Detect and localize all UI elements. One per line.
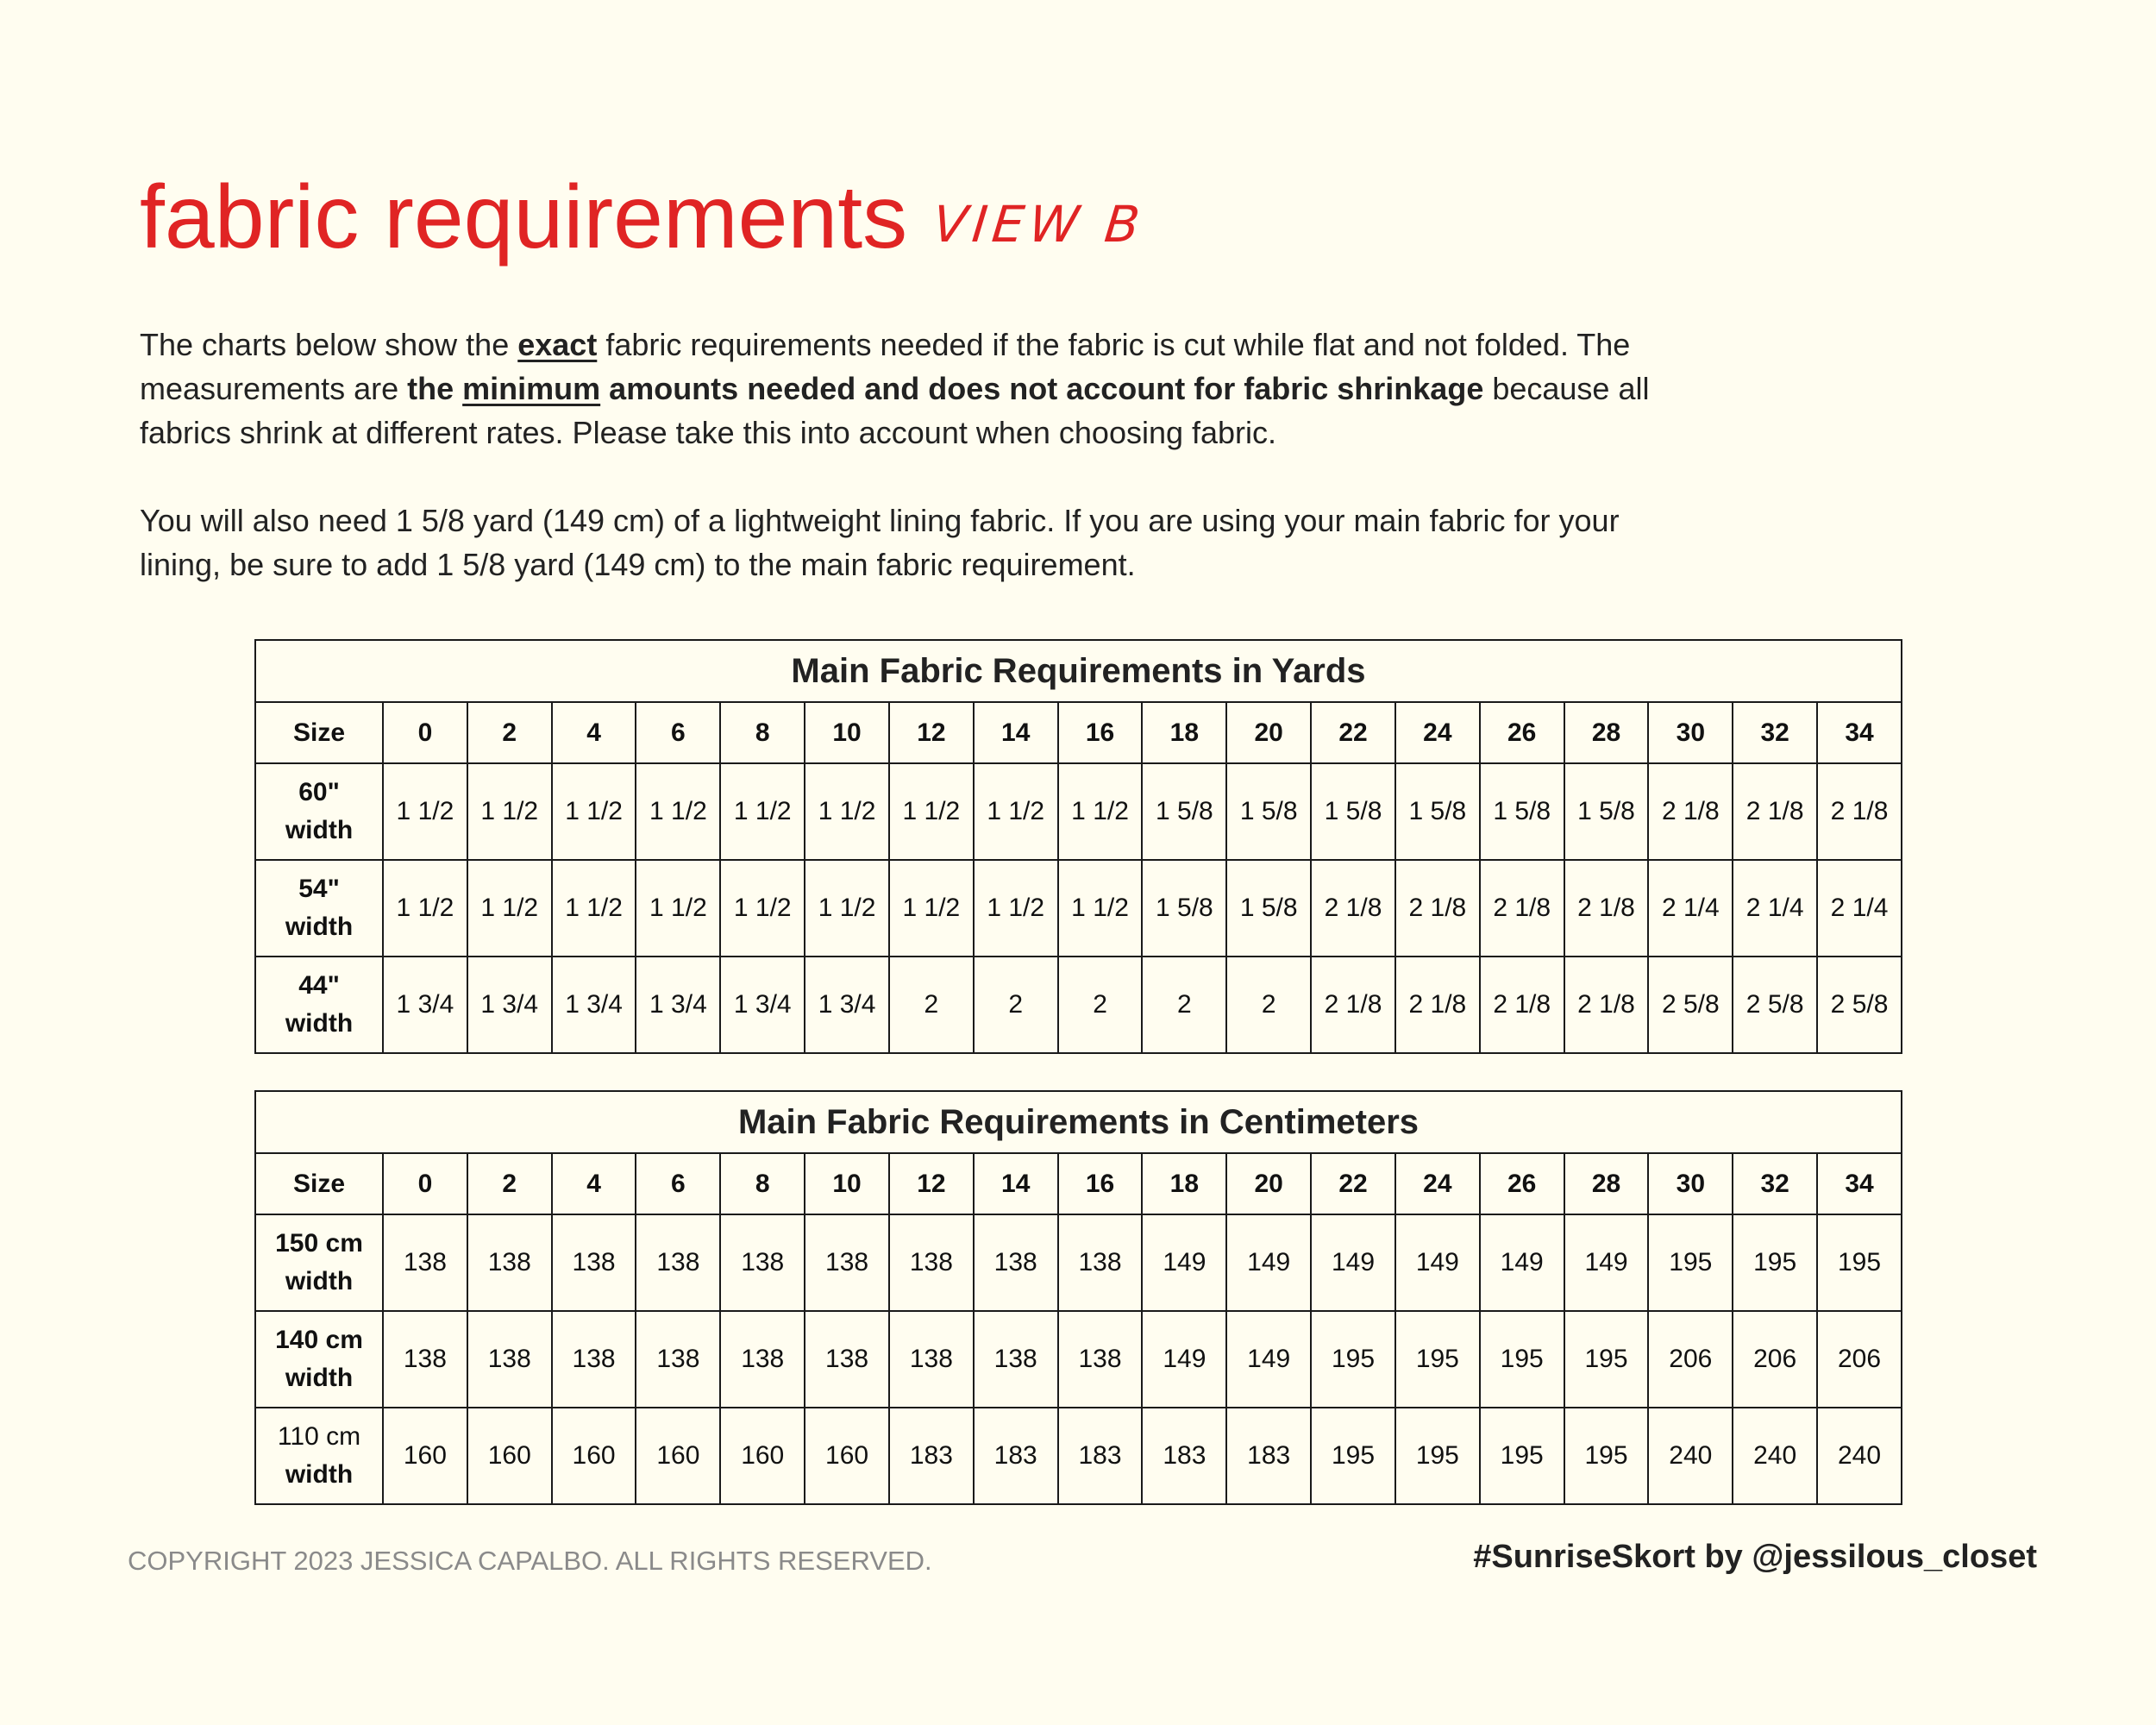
- table-cell: 149: [1226, 1311, 1311, 1408]
- table-cell: 138: [805, 1311, 889, 1408]
- row-label: [255, 1311, 383, 1408]
- table-cell: 183: [1058, 1408, 1143, 1504]
- table-cell: 195: [1564, 1311, 1649, 1408]
- row-label-line-2: width: [285, 1267, 354, 1295]
- cm-table: [254, 1090, 1902, 1505]
- table-cell: 2 1/8: [1564, 860, 1649, 957]
- row-label-line-1: 54": [298, 875, 340, 903]
- table-cell: 160: [552, 1408, 636, 1504]
- table-cell: 1 3/4: [552, 957, 636, 1053]
- table-cell: 138: [552, 1311, 636, 1408]
- size-header-cell: 16: [1058, 702, 1143, 763]
- row-label-line-1: 44": [298, 971, 340, 1000]
- table-cell: 160: [720, 1408, 805, 1504]
- size-header-cell: 4: [552, 702, 636, 763]
- intro-paragraph-2: You will also need 1 5/8 yard (149 cm) of a lightweight lining fabric. If you are using your main fabric for your lining, be sure to add 1 5/8 yard (149 cm) to the main fabric requirement.: [140, 503, 1620, 582]
- table-cell: 1 1/2: [805, 763, 889, 860]
- table-cell: 1 3/4: [720, 957, 805, 1053]
- table-cell: 138: [889, 1311, 974, 1408]
- row-label-line-1: 110 cm: [277, 1422, 361, 1451]
- table-cell: 138: [467, 1311, 552, 1408]
- row-label-line-1: 140 cm: [275, 1326, 363, 1354]
- table-cell: 160: [805, 1408, 889, 1504]
- table-cell: 1 1/2: [383, 763, 467, 860]
- copyright-notice: COPYRIGHT 2023 JESSICA CAPALBO. ALL RIGHTS RESERVED.: [128, 1546, 932, 1576]
- table-title-row: [255, 1091, 1902, 1153]
- table-cell: 1 5/8: [1142, 860, 1226, 957]
- table-cell: 149: [1480, 1214, 1564, 1311]
- size-header-cell: 30: [1648, 702, 1733, 763]
- table-cell: 2 1/8: [1395, 957, 1480, 1053]
- table-cell: 138: [467, 1214, 552, 1311]
- size-header-cell: 18: [1142, 1153, 1226, 1214]
- exact-emphasis: exact: [517, 327, 598, 362]
- row-label: [255, 1214, 383, 1311]
- size-header-cell: 28: [1564, 1153, 1649, 1214]
- table-cell: 195: [1311, 1408, 1395, 1504]
- table-cell: 1 1/2: [1058, 763, 1143, 860]
- page-title: fabric requirements: [140, 167, 908, 267]
- table-cell: 138: [552, 1214, 636, 1311]
- view-label: VIEW B: [930, 195, 1148, 254]
- table-cell: 2 1/4: [1648, 860, 1733, 957]
- table-title: Main Fabric Requirements in Yards: [255, 640, 1902, 702]
- size-header-cell: 24: [1395, 702, 1480, 763]
- size-header-cell: 24: [1395, 1153, 1480, 1214]
- minimum-emphasis: minimum: [462, 371, 601, 406]
- table-row: [255, 763, 1902, 860]
- table-cell: 1 1/2: [383, 860, 467, 957]
- table-cell: 2 5/8: [1733, 957, 1817, 1053]
- intro-paragraph-1: [140, 323, 1692, 455]
- table-cell: 1 3/4: [805, 957, 889, 1053]
- table-cell: 2 1/8: [1395, 860, 1480, 957]
- table-cell: 1 3/4: [467, 957, 552, 1053]
- table-cell: 195: [1395, 1311, 1480, 1408]
- size-header-cell: 2: [467, 1153, 552, 1214]
- size-header-cell: 32: [1733, 702, 1817, 763]
- table-cell: 240: [1817, 1408, 1902, 1504]
- table-cell: 149: [1142, 1311, 1226, 1408]
- size-header-cell: 26: [1480, 1153, 1564, 1214]
- size-header-cell: 18: [1142, 702, 1226, 763]
- table-cell: 2: [1058, 957, 1143, 1053]
- size-header-row: [255, 702, 1902, 763]
- table-cell: 2 1/8: [1648, 763, 1733, 860]
- table-cell: 206: [1817, 1311, 1902, 1408]
- table-cell: 149: [1226, 1214, 1311, 1311]
- table-cell: 1 1/2: [467, 860, 552, 957]
- table-cell: 2 1/8: [1817, 763, 1902, 860]
- row-label-line-2: width: [285, 1460, 354, 1489]
- intro-text: fabric requirements needed if the fabric is cut while flat and not folded. The measurements are: [140, 327, 1631, 406]
- table-cell: 195: [1817, 1214, 1902, 1311]
- table-cell: 1 1/2: [720, 763, 805, 860]
- table-cell: 149: [1564, 1214, 1649, 1311]
- table-cell: 2: [974, 957, 1058, 1053]
- size-header-label: Size: [255, 702, 383, 763]
- table-cell: 1 1/2: [636, 763, 720, 860]
- size-header-cell: 34: [1817, 1153, 1902, 1214]
- size-header-cell: 32: [1733, 1153, 1817, 1214]
- table-cell: 138: [383, 1311, 467, 1408]
- table-row: [255, 860, 1902, 957]
- table-cell: 1 3/4: [383, 957, 467, 1053]
- size-header-cell: 22: [1311, 1153, 1395, 1214]
- intro-bold-text: amounts needed and does not account for fabric shrinkage: [600, 371, 1484, 406]
- intro-bold-text: the: [407, 371, 463, 406]
- table-cell: 149: [1395, 1214, 1480, 1311]
- size-header-cell: 22: [1311, 702, 1395, 763]
- size-header-cell: 14: [974, 702, 1058, 763]
- size-header-row: [255, 1153, 1902, 1214]
- size-header-cell: 8: [720, 702, 805, 763]
- size-header-cell: 8: [720, 1153, 805, 1214]
- table-cell: 195: [1480, 1408, 1564, 1504]
- table-cell: 2 1/4: [1817, 860, 1902, 957]
- table-cell: 2 1/8: [1564, 957, 1649, 1053]
- table-cell: 138: [720, 1311, 805, 1408]
- table-cell: 160: [636, 1408, 720, 1504]
- table-cell: 160: [383, 1408, 467, 1504]
- size-header-cell: 6: [636, 702, 720, 763]
- table-cell: 2: [1142, 957, 1226, 1053]
- size-header-cell: 12: [889, 702, 974, 763]
- table-cell: 195: [1395, 1408, 1480, 1504]
- table-cell: 183: [889, 1408, 974, 1504]
- size-header-cell: 10: [805, 702, 889, 763]
- size-header-cell: 6: [636, 1153, 720, 1214]
- table-cell: 206: [1648, 1311, 1733, 1408]
- table-cell: 1 5/8: [1395, 763, 1480, 860]
- size-header-cell: 0: [383, 1153, 467, 1214]
- table-cell: 1 1/2: [1058, 860, 1143, 957]
- table-cell: 1 5/8: [1226, 763, 1311, 860]
- row-label-line-2: width: [285, 1364, 354, 1392]
- table-cell: 2 1/8: [1733, 763, 1817, 860]
- table-cell: 138: [889, 1214, 974, 1311]
- table-cell: 1 5/8: [1564, 763, 1649, 860]
- table-cell: 1 5/8: [1226, 860, 1311, 957]
- size-header-cell: 2: [467, 702, 552, 763]
- table-cell: 1 3/4: [636, 957, 720, 1053]
- table-cell: 2: [889, 957, 974, 1053]
- table-cell: 1 5/8: [1480, 763, 1564, 860]
- size-header-cell: 20: [1226, 702, 1311, 763]
- table-cell: 1 1/2: [552, 860, 636, 957]
- table-cell: 138: [805, 1214, 889, 1311]
- table-cell: 195: [1733, 1214, 1817, 1311]
- row-label-line-2: width: [285, 913, 354, 941]
- row-label-line-1: 150 cm: [275, 1229, 363, 1258]
- row-label-line-2: width: [285, 816, 354, 844]
- table-cell: 195: [1311, 1311, 1395, 1408]
- table-cell: 195: [1564, 1408, 1649, 1504]
- size-header-cell: 12: [889, 1153, 974, 1214]
- table-cell: 195: [1648, 1214, 1733, 1311]
- table-cell: 149: [1142, 1214, 1226, 1311]
- table-cell: 240: [1733, 1408, 1817, 1504]
- yards-table: [254, 639, 1902, 1054]
- table-title-row: [255, 640, 1902, 702]
- size-header-label: Size: [255, 1153, 383, 1214]
- table-cell: 240: [1648, 1408, 1733, 1504]
- table-cell: 2 1/8: [1311, 860, 1395, 957]
- table-cell: 149: [1311, 1214, 1395, 1311]
- size-header-cell: 10: [805, 1153, 889, 1214]
- table-cell: 2 5/8: [1648, 957, 1733, 1053]
- size-header-cell: 14: [974, 1153, 1058, 1214]
- table-cell: 2: [1226, 957, 1311, 1053]
- table-cell: 1 5/8: [1142, 763, 1226, 860]
- table-cell: 1 1/2: [974, 860, 1058, 957]
- table-row: [255, 1214, 1902, 1311]
- table-cell: 183: [1142, 1408, 1226, 1504]
- intro-text: The charts below show the: [140, 327, 518, 362]
- size-header-cell: 34: [1817, 702, 1902, 763]
- table-cell: 138: [383, 1214, 467, 1311]
- table-cell: 1 1/2: [805, 860, 889, 957]
- table-cell: 1 1/2: [974, 763, 1058, 860]
- table-row: [255, 957, 1902, 1053]
- table-cell: 138: [720, 1214, 805, 1311]
- table-cell: 1 1/2: [889, 763, 974, 860]
- table-row: [255, 1311, 1902, 1408]
- table-cell: 1 1/2: [720, 860, 805, 957]
- row-label: [255, 860, 383, 957]
- table-cell: 1 1/2: [636, 860, 720, 957]
- table-cell: 138: [1058, 1214, 1143, 1311]
- table-cell: 183: [974, 1408, 1058, 1504]
- table-cell: 160: [467, 1408, 552, 1504]
- table-title: Main Fabric Requirements in Centimeters: [255, 1091, 1902, 1153]
- size-header-cell: 28: [1564, 702, 1649, 763]
- table-cell: 138: [974, 1214, 1058, 1311]
- size-header-cell: 16: [1058, 1153, 1143, 1214]
- table-cell: 195: [1480, 1311, 1564, 1408]
- table-cell: 183: [1226, 1408, 1311, 1504]
- table-cell: 138: [636, 1214, 720, 1311]
- row-label: [255, 957, 383, 1053]
- table-cell: 1 1/2: [467, 763, 552, 860]
- table-cell: 2 5/8: [1817, 957, 1902, 1053]
- table-cell: 1 1/2: [889, 860, 974, 957]
- row-label: [255, 1408, 383, 1504]
- row-label-line-2: width: [285, 1009, 354, 1038]
- table-cell: 206: [1733, 1311, 1817, 1408]
- intro-text: because all fabrics shrink at different rates. Please take this into account when choosing fabric.: [140, 371, 1650, 450]
- size-header-cell: 4: [552, 1153, 636, 1214]
- table-cell: 138: [1058, 1311, 1143, 1408]
- table-cell: 2 1/8: [1480, 957, 1564, 1053]
- table-cell: 138: [974, 1311, 1058, 1408]
- table-cell: 2 1/8: [1480, 860, 1564, 957]
- social-handle: #SunriseSkort by @jessilous_closet: [1473, 1539, 2037, 1575]
- table-cell: 1 1/2: [552, 763, 636, 860]
- row-label: [255, 763, 383, 860]
- size-header-cell: 26: [1480, 702, 1564, 763]
- row-label-line-1: 60": [298, 778, 340, 806]
- table-cell: 138: [636, 1311, 720, 1408]
- table-row: [255, 1408, 1902, 1504]
- table-cell: 2 1/4: [1733, 860, 1817, 957]
- table-cell: 1 5/8: [1311, 763, 1395, 860]
- size-header-cell: 20: [1226, 1153, 1311, 1214]
- size-header-cell: 0: [383, 702, 467, 763]
- size-header-cell: 30: [1648, 1153, 1733, 1214]
- table-cell: 2 1/8: [1311, 957, 1395, 1053]
